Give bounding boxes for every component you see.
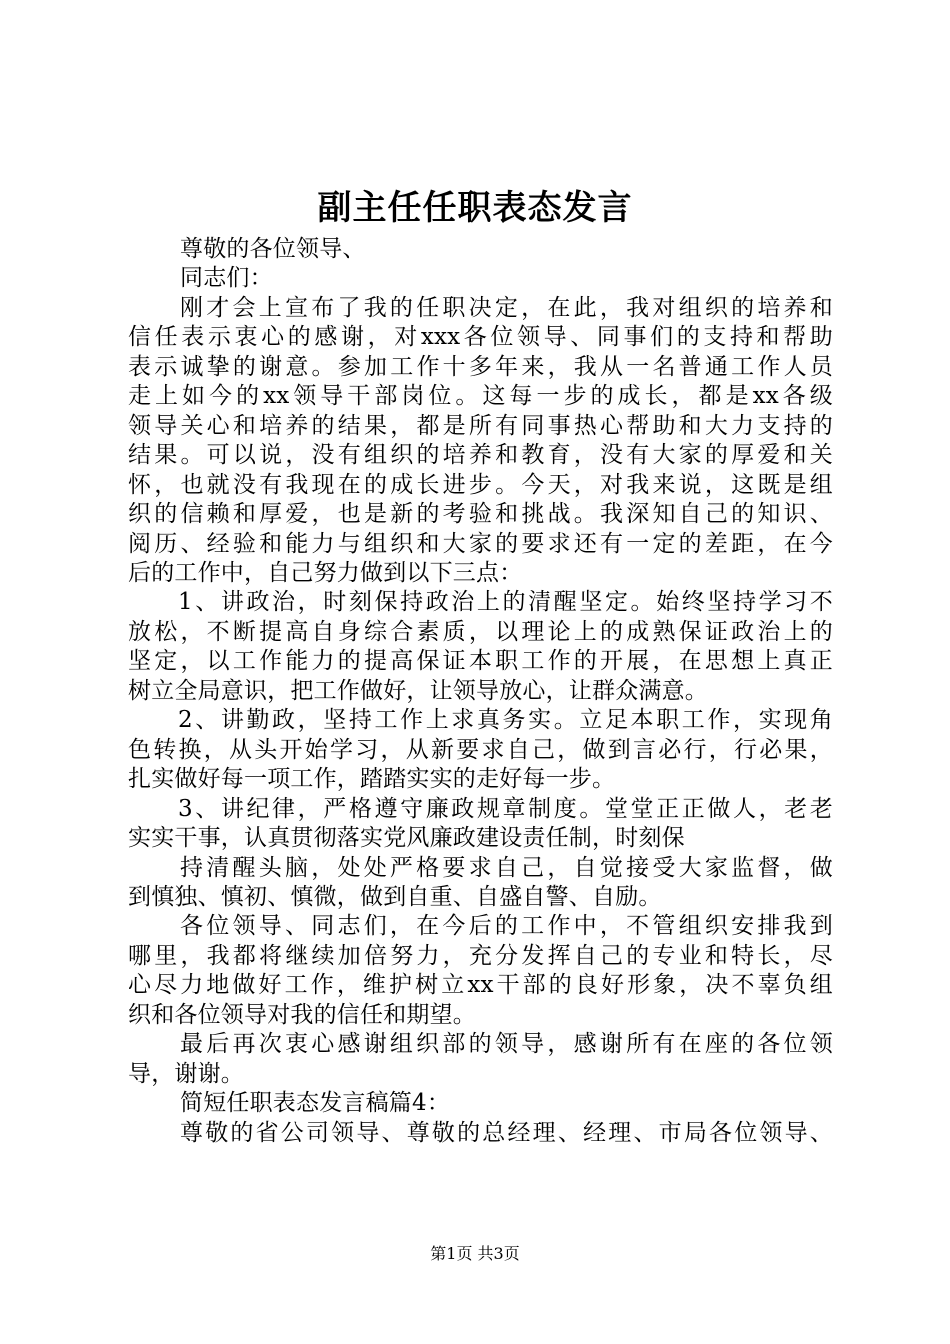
body-line: 领导关心和培养的结果，都是所有同事热心帮助和大力支持的: [128, 412, 833, 439]
body-line: 结果。可以说，没有组织的培养和教育，没有大家的厚爱和关: [128, 442, 833, 469]
body-line: 2、讲勤政，坚持工作上求真务实。立足本职工作，实现角: [178, 707, 833, 734]
document-body: [128, 235, 833, 1148]
body-line: 坚定，以工作能力的提高保证本职工作的开展，在思想上真正: [128, 648, 833, 675]
body-line: 树立全局意识，把工作做好，让领导放心，让群众满意。: [128, 677, 708, 704]
body-line: 导，谢谢。: [128, 1060, 244, 1087]
body-line: 持清醒头脑，处处严格要求自己，自觉接受大家监督，做: [180, 854, 833, 881]
body-line: 织的信赖和厚爱，也是新的考验和挑战。我深知自己的知识、: [128, 501, 833, 528]
page-indicator: 第1页 共3页: [430, 1244, 520, 1263]
body-line: 尊敬的各位领导、: [180, 236, 366, 262]
body-line: 阅历、经验和能力与组织和大家的要求还有一定的差距，在今: [128, 530, 833, 557]
body-line: 同志们：: [180, 265, 273, 292]
body-line: 各位领导、同志们，在今后的工作中，不管组织安排我到: [180, 913, 833, 940]
body-line: 放松，不断提高自身综合素质，以理论上的成熟保证政治上的: [128, 618, 833, 645]
body-line: 色转换，从头开始学习，从新要求自己，做到言必行，行必果，: [128, 736, 833, 763]
body-line: 信任表示衷心的感谢，对xxx各位领导、同事们的支持和帮助: [128, 324, 833, 351]
body-line: 怀，也就没有我现在的成长进步。今天，对我来说，这既是组: [128, 471, 833, 498]
body-line: 表示诚挚的谢意。参加工作十多年来，我从一名普通工作人员: [128, 353, 833, 380]
body-line: 扎实做好每一项工作，踏踏实实的走好每一步。: [128, 766, 616, 793]
document-title: 副主任任职表态发言: [317, 188, 633, 228]
body-line: 刚才会上宣布了我的任职决定，在此，我对组织的培养和: [180, 294, 833, 321]
body-line: 走上如今的xx领导干部岗位。这每一步的成长，都是xx各级: [128, 383, 833, 410]
body-line: 1、讲政治，时刻保持政治上的清醒坚定。始终坚持学习不: [178, 589, 833, 616]
body-line: 简短任职表态发言稿篇4：: [180, 1090, 451, 1117]
body-line: 最后再次衷心感谢组织部的领导，感谢所有在座的各位领: [180, 1031, 833, 1058]
body-line: 后的工作中，自己努力做到以下三点：: [128, 559, 523, 586]
body-line: 心尽力地做好工作，维护树立xx干部的良好形象，决不辜负组: [128, 972, 833, 999]
body-line: 到慎独、慎初、慎微，做到自重、自盛自警、自励。: [128, 883, 662, 910]
body-line: 哪里，我都将继续加倍努力，充分发挥自己的专业和特长，尽: [128, 942, 833, 969]
body-line: 尊敬的省公司领导、尊敬的总经理、经理、市局各位领导、: [180, 1119, 833, 1146]
body-line: 3、讲纪律，严格遵守廉政规章制度。堂堂正正做人，老老: [178, 795, 833, 822]
body-line: 织和各位领导对我的信任和期望。: [128, 1001, 476, 1028]
body-line: 实实干事，认真贯彻落实党风廉政建设责任制，时刻保: [128, 825, 685, 852]
